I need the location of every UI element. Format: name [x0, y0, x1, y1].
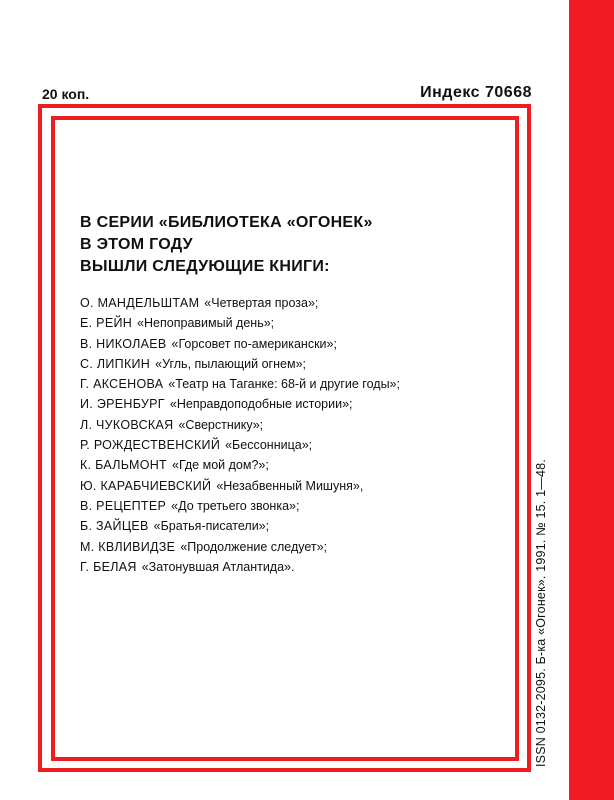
book-title: «Братья-писатели»;	[153, 519, 270, 534]
book-author: И. ЭРЕНБУРГ	[80, 397, 165, 412]
index-number: Индекс 70668	[420, 84, 532, 101]
list-item	[80, 293, 400, 313]
book-author: О. МАНДЕЛЬШТАМ	[80, 296, 200, 310]
book-title: «Затонувшая Атлантида».	[141, 559, 295, 574]
list-item	[80, 394, 400, 414]
book-title: «Угль, пылающий огнем»;	[155, 356, 306, 371]
heading-line: В ЭТОМ ГОДУ	[80, 236, 193, 253]
list-item	[80, 557, 400, 577]
list-item	[80, 435, 400, 455]
heading-line: В СЕРИИ «БИБЛИОТЕКА «ОГОНЕК»	[80, 214, 373, 231]
issn-imprint: ISSN 0132-2095. Б-ка «Огонек». 1991. № 15. 1—48.	[534, 459, 548, 767]
price-label: 20 коп.	[42, 86, 90, 102]
red-side-strip	[569, 0, 614, 800]
book-title: «Неправдоподобные истории»;	[169, 397, 353, 412]
list-item	[80, 374, 400, 394]
book-author: К. БАЛЬМОНТ	[80, 458, 167, 473]
series-heading	[80, 212, 373, 278]
book-author: Ю. КАРАБЧИЕВСКИЙ	[80, 478, 212, 493]
book-author: Е. РЕЙН	[80, 316, 133, 331]
book-title: «Где мой дом?»;	[172, 458, 269, 473]
book-title: «Сверстнику»;	[178, 417, 264, 432]
book-title: «Горсовет по-американски»;	[171, 336, 337, 351]
book-author: Г. БЕЛАЯ	[80, 559, 137, 574]
book-author: Г. АКСЕНОВА	[80, 377, 164, 392]
list-item	[80, 496, 400, 516]
book-author: С. ЛИПКИН	[80, 356, 151, 371]
book-author: В. НИКОЛАЕВ	[80, 336, 167, 351]
book-title: «Продолжение следует»;	[180, 539, 328, 554]
book-author: Р. РОЖДЕСТВЕНСКИЙ	[80, 438, 221, 453]
book-author: М. КВЛИВИДЗЕ	[80, 539, 176, 554]
list-item	[80, 415, 400, 435]
book-author: В. РЕЦЕПТЕР	[80, 498, 167, 513]
list-item	[80, 334, 400, 354]
list-item	[80, 516, 400, 536]
book-list	[80, 293, 400, 577]
list-item	[80, 354, 400, 374]
book-author: Л. ЧУКОВСКАЯ	[80, 417, 174, 432]
list-item	[80, 537, 400, 557]
book-title: «Непоправимый день»;	[137, 316, 275, 331]
book-title: «Четвертая проза»;	[204, 296, 319, 310]
book-title: «Бессонница»;	[225, 438, 313, 453]
book-title: «До третьего звонка»;	[171, 498, 300, 513]
book-title: «Театр на Таганке: 68-й и другие годы»;	[168, 377, 400, 392]
book-title: «Незабвенный Мишуня»,	[216, 478, 364, 493]
list-item	[80, 476, 400, 496]
book-author: Б. ЗАЙЦЕВ	[80, 519, 149, 534]
list-item	[80, 313, 400, 333]
heading-line: ВЫШЛИ СЛЕДУЮЩИЕ КНИГИ:	[80, 258, 330, 275]
list-item	[80, 455, 400, 475]
